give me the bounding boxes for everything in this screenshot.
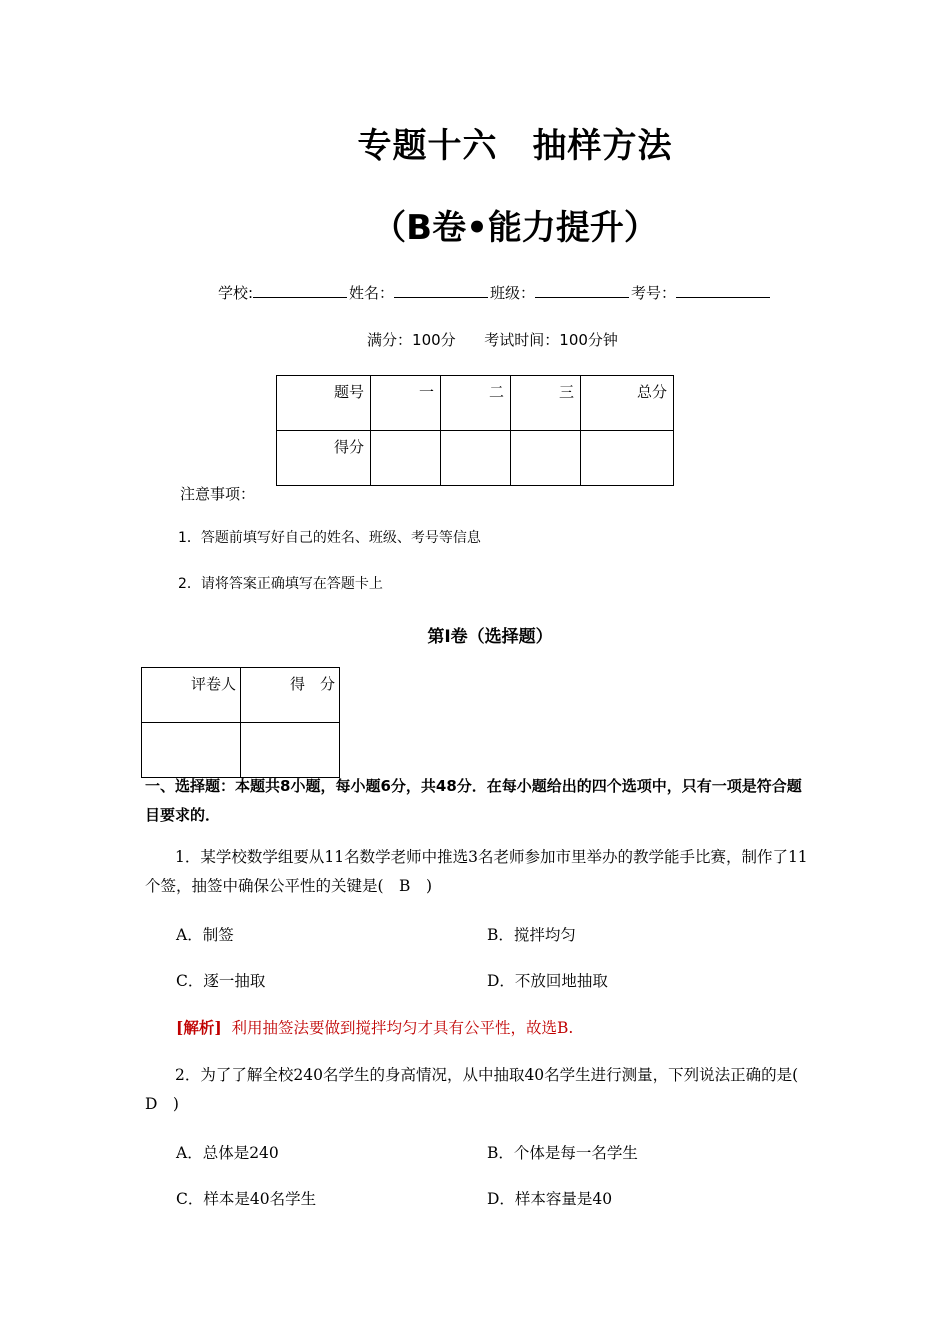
- grader-blank: [142, 723, 241, 778]
- class-label: 班级：: [490, 284, 536, 302]
- q2-option-d: D．样本容量是40: [487, 1190, 613, 1208]
- q2-option-c: C．样本是40名学生: [176, 1190, 317, 1208]
- student-info-line: [0, 282, 950, 303]
- score-cell-part2: 二: [441, 376, 511, 431]
- number-blank: [676, 283, 770, 298]
- exam-time: 考试时间：100分钟: [484, 331, 618, 349]
- grader-score-label: 得 分: [241, 668, 340, 723]
- grader-score-blank: [241, 723, 340, 778]
- part1-heading: 一、选择题：本题共8小题，每小题6分，共48分．在每小题给出的四个选项中，只有一项是符合题目要求的．: [145, 777, 802, 824]
- q1-option-a: A．制签: [176, 926, 234, 944]
- q1-option-c: C．逐一抽取: [176, 972, 266, 990]
- q1-option-d: D．不放回地抽取: [487, 972, 608, 990]
- q2-option-a: A．总体是240: [176, 1144, 279, 1162]
- q1-analysis: [176, 1016, 573, 1038]
- score-table-header-row: [277, 376, 674, 431]
- grader-label: 评卷人: [142, 668, 241, 723]
- note-item-2: 2．请将答案正确填写在答题卡上: [178, 576, 383, 592]
- q1-stem: 1．某学校数学组要从11名数学老师中推选3名老师参加市里举办的教学能手比赛，制作了11个签，抽签中确保公平性的关键是( B ): [145, 848, 808, 895]
- score-table-score-row: [277, 431, 674, 486]
- score-cell-part3: 三: [511, 376, 581, 431]
- score-blank-total: [581, 431, 674, 486]
- score-blank-1: [371, 431, 441, 486]
- analysis-text: 利用抽签法要做到搅拌均匀才具有公平性，故选B.: [231, 1019, 574, 1037]
- full-score: 满分：100分: [367, 331, 456, 349]
- exam-meta: [0, 329, 950, 350]
- grader-header-row: [142, 668, 340, 723]
- grader-table: [141, 667, 340, 778]
- score-cell-part1: 一: [371, 376, 441, 431]
- name-blank: [394, 283, 488, 298]
- q2-option-b: B．个体是每一名学生: [487, 1144, 638, 1162]
- class-blank: [535, 283, 629, 298]
- school-label: 学校:: [217, 284, 253, 302]
- document-title: 专题十六 抽样方法: [357, 126, 673, 166]
- school-blank: [253, 283, 347, 298]
- score-blank-2: [441, 431, 511, 486]
- score-blank-3: [511, 431, 581, 486]
- section-title: 第Ⅰ卷（选择题）: [427, 627, 553, 647]
- notes-heading: 注意事项：: [180, 485, 256, 503]
- analysis-label: [解析]: [176, 1018, 222, 1037]
- q2-stem: 2．为了了解全校240名学生的身高情况，从中抽取40名学生进行测量，下列说法正确的是( D ): [145, 1066, 814, 1113]
- name-label: 姓名：: [349, 284, 395, 302]
- note-item-1: 1．答题前填写好自己的姓名、班级、考号等信息: [178, 530, 481, 546]
- score-cell-label: 题号: [277, 376, 371, 431]
- grader-blank-row: [142, 723, 340, 778]
- score-table: [276, 375, 674, 486]
- document-subtitle: （B卷•能力提升）: [372, 208, 658, 248]
- number-label: 考号：: [631, 284, 677, 302]
- score-cell-total: 总分: [581, 376, 674, 431]
- q1-option-b: B．搅拌均匀: [487, 926, 576, 944]
- score-row-label: 得分: [277, 431, 371, 486]
